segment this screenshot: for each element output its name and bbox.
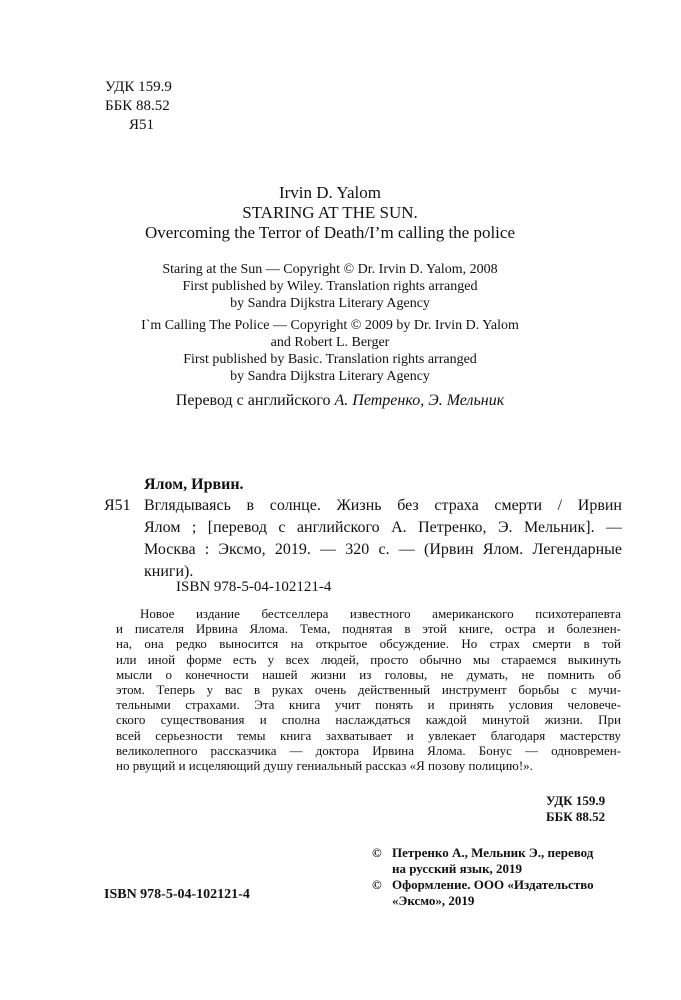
annotation-line: или иной форме есть у всех людей, просто обычно мы стараемся выкинуть xyxy=(116,651,621,667)
biblio-heading: Ялом, Ирвин. xyxy=(144,476,244,493)
rights-line: I`m Calling The Police — Copyright © 2009 by Dr. Irvin D. Yalom xyxy=(141,318,519,333)
original-title-block xyxy=(80,183,580,243)
copyright-notices xyxy=(372,845,627,909)
footer-bbk: ББК 88.52 xyxy=(546,809,606,824)
bbk-code: ББК 88.52 xyxy=(105,98,170,114)
annotation-line: Новое издание бестселлера известного американского психотерапевта xyxy=(140,606,621,621)
annotation-line: тельными страхами. Эта книга учит понять и принять условия человече- xyxy=(116,697,621,713)
annotation-line: на, она редко выносится на открытое обсуждение. Но страх смерти в той xyxy=(116,636,621,652)
copyright-line: Оформление. ООО «Издательство xyxy=(392,877,594,892)
translators: А. Петренко, Э. Мельник xyxy=(334,392,505,409)
annotation-line: этом. Теперь у вас в руках очень действенный инструмент борьбы с мучи- xyxy=(116,682,621,698)
rights-line: by Sandra Dijkstra Literary Agency xyxy=(230,296,430,311)
copyright-symbol: © xyxy=(372,845,382,860)
biblio-isbn: ISBN 978-5-04-102121-4 xyxy=(176,579,332,595)
rights-line: First published by Wiley. Translation rights arranged xyxy=(182,279,478,294)
original-title: STARING AT THE SUN. xyxy=(242,203,418,222)
copyright-line: «Эксмо», 2019 xyxy=(392,893,475,908)
biblio-line: книги). xyxy=(144,563,194,580)
biblio-line: Москва : Эксмо, 2019. — 320 с. — (Ирвин Ялом. Легендарные xyxy=(144,541,622,558)
classification-codes xyxy=(105,78,172,135)
rights-line: Staring at the Sun — Copyright © Dr. Irvin D. Yalom, 2008 xyxy=(162,262,498,277)
original-subtitle: Overcoming the Terror of Death/I’m calling the police xyxy=(145,223,515,242)
biblio-line: Ялом ; [перевод с английского А. Петренко, Э. Мельник]. — xyxy=(144,519,622,536)
rights-block-2 xyxy=(80,317,580,385)
annotation-line: и писателя Ирвина Ялома. Тема, поднятая в этой книге, остра и болезнен- xyxy=(116,621,621,637)
translation-prefix: Перевод с английского xyxy=(175,392,335,409)
udk-code: УДК 159.9 xyxy=(105,79,172,95)
biblio-description xyxy=(144,495,622,583)
annotation xyxy=(116,606,621,773)
annotation-line: но рвущий и исцеляющий душу гениальный рассказ «Я позову полицию!». xyxy=(116,758,533,774)
annotation-line: всей серьезности темы книга захватывает и увлекает благодаря мастерству xyxy=(116,727,621,743)
original-author: Irvin D. Yalom xyxy=(278,183,381,202)
biblio-line: Вглядываясь в солнце. Жизнь без страха смерти / Ирвин xyxy=(144,497,622,514)
annotation-line: мысли о конечности нашей жизни из головы, не думать, не помнить об xyxy=(116,666,621,682)
annotation-line: великолепного рассказчика — доктора Ирвина Ялома. Бонус — одновремен- xyxy=(116,742,621,758)
rights-line: and Robert L. Berger xyxy=(270,335,390,350)
copyright-symbol: © xyxy=(372,877,382,892)
footer-codes xyxy=(546,793,605,825)
copyright-line: Петренко А., Мельник Э., перевод xyxy=(392,845,594,860)
isbn-bottom: ISBN 978-5-04-102121-4 xyxy=(104,887,250,902)
rights-block-1 xyxy=(80,261,580,312)
author-sign: Я51 xyxy=(129,117,155,133)
copyright-entry xyxy=(372,877,627,909)
copyright-line: на русский язык, 2019 xyxy=(392,861,523,876)
footer-udk: УДК 159.9 xyxy=(546,793,606,808)
rights-line: First published by Basic. Translation rights arranged xyxy=(183,352,477,367)
copyright-entry xyxy=(372,845,627,877)
biblio-sign: Я51 xyxy=(104,497,131,514)
rights-line: by Sandra Dijkstra Literary Agency xyxy=(230,369,430,384)
translation-credit xyxy=(40,392,640,410)
annotation-line: ского существования и сполна наслаждаться каждой минутой жизни. При xyxy=(116,712,621,728)
